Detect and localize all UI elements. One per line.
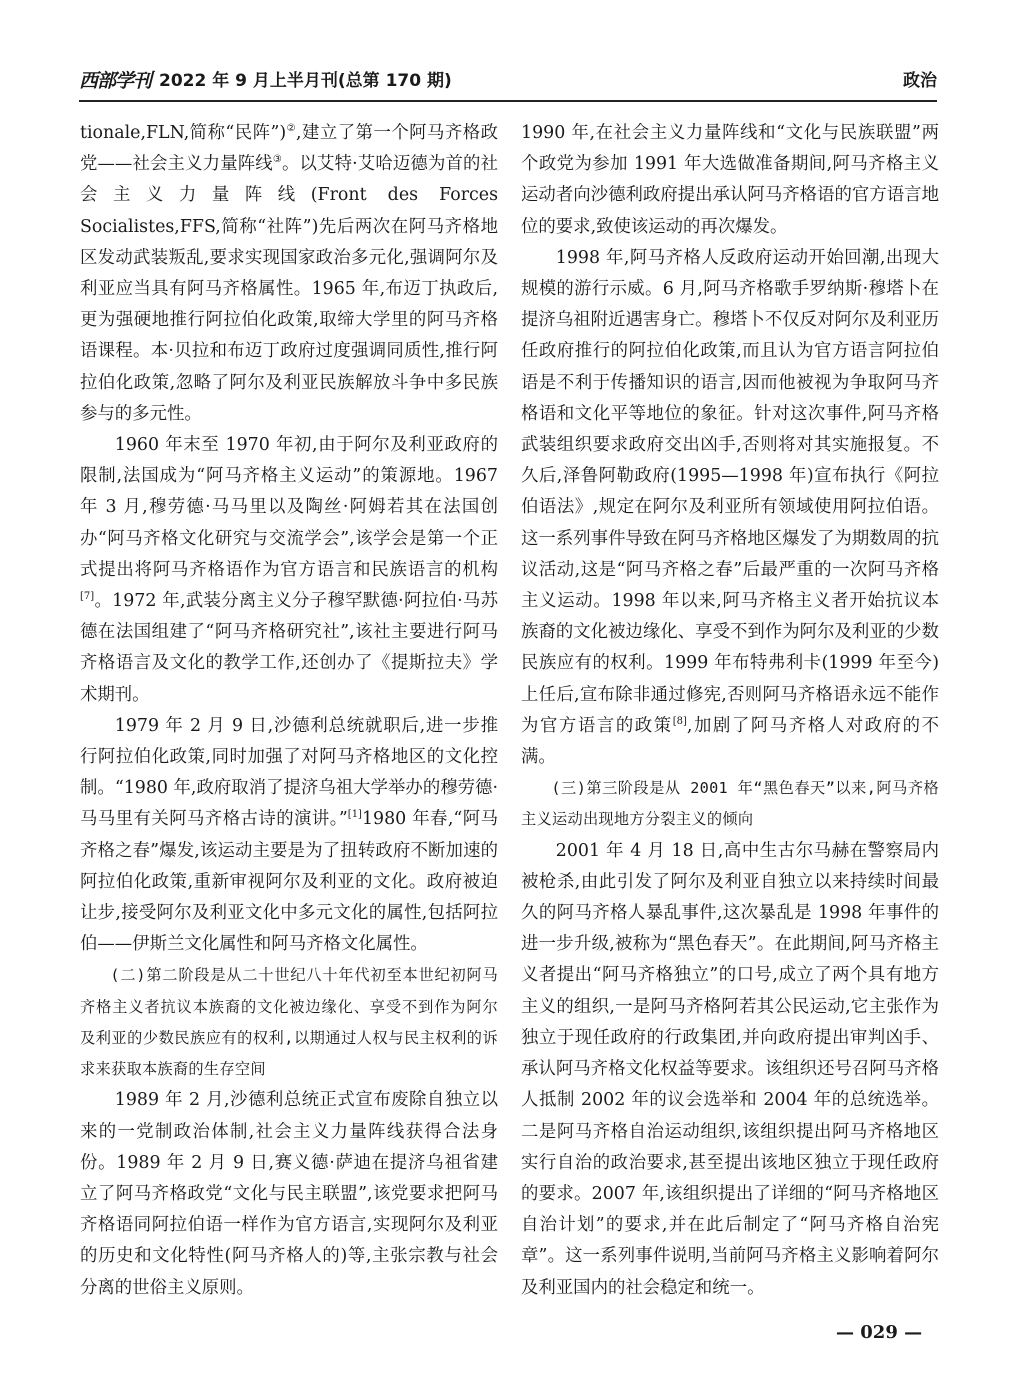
paragraph [521,243,939,773]
right-column [521,118,939,1304]
text-run: 。以艾特·艾哈迈德为首的社会主义力量阵线(Front des Forces Socialistes,FFS,简称“社阵”)先后两次在阿马齐格地区发动武装叛乱,要求实现国家政治多元化,强调阿尔及利亚应当具有阿马齐格属性。1965 年,布迈丁执政后,更为强硬地推行阿拉伯化政策,取缔大学里的阿马齐格语课程。本·贝拉和布迈丁政府过度强调同质性,推行阿拉伯化政策,忽略了阿尔及利亚民族解放斗争中多民族参与的多元性。 [80,154,498,424]
paragraph: 1989 年 2 月,沙德利总统正式宣布废除自独立以来的一党制政治体制,社会主义力量阵线获得合法身份。1989 年 2 月 9 日,赛义德·萨迪在提济乌祖省建立了阿马齐格政党“文化与民主联盟”,该党要求把阿马齐格语同阿拉伯语一样作为官方语言,实现阿尔及利亚的历史和文化特性(阿马齐格人的)等,主张宗教与社会分离的世俗主义原则。 [80,1090,498,1298]
paragraph: 1990 年,在社会主义力量阵线和“文化与民族联盟”两个政党为参加 1991 年大选做准备期间,阿马齐格主义运动者向沙德利政府提出承认阿马齐格语的官方语言地位的要求,致使该运动的再次爆发。 [521,123,939,237]
page-number: — 029 — [836,1322,923,1343]
paragraph [80,118,498,430]
subsection-heading: (二)第二阶段是从二十世纪八十年代初至本世纪初阿马齐格主义者抗议本族裔的文化被边缘化、享受不到作为阿尔及利亚的少数民族应有的权利,以期通过人权与民主权利的诉求来获取本族裔的生存空间 [80,966,498,1079]
issue-info: 2022 年 9 月上半月刊(总第 170 期) [159,71,452,91]
text-run: 1980 年春,“阿马齐格之春”爆发,该运动主要是为了扭转政府不断加速的阿拉伯化政策,重新审视阿尔及利亚的文化。政府被迫让步,接受阿尔及利亚文化中多元文化的属性,包括阿拉伯——伊斯兰文化属性和阿马齐格文化属性。 [80,809,498,955]
paragraph [80,430,498,711]
left-column [80,118,498,1304]
text-run: ,建立了第一个阿马齐格政党——社会主义力量阵线 [80,123,498,175]
paragraph: 2001 年 4 月 18 日,高中生古尔马赫在警察局内被枪杀,由此引发了阿尔及利亚自独立以来持续时间最久的阿马齐格人暴乱事件,这次暴乱是 1998 年事件的进一步升级,被称为“黑色春天”。在此期间,阿马齐格主义者提出“阿马齐格独立”的口号,成立了两个具有地方主义的组织,一是阿马齐格阿若其公民运动,它主张作为独立于现任政府的行政集团,并向政府提出审判凶手、承认阿马齐格文化权益等要求。该组织还号召阿马齐格人抵制 2002 年的议会选举和 2004 年的总统选举。二是阿马齐格自治运动组织,该组织提出阿马齐格地区实行自治的政治要求,甚至提出该地区独立于现任政府的要求。2007 年,该组织提出了详细的“阿马齐格地区自治计划”的要求,并在此后制定了“阿马齐格自治宪章”。这一系列事件说明,当前阿马齐格主义影响着阿尔及利亚国内的社会稳定和统一。 [521,840,939,1298]
text-run: 1979 年 2 月 9 日,沙德利总统就职后,进一步推行阿拉伯化政策,同时加强了对阿马齐格地区的文化控制。“1980 年,政府取消了提济乌祖大学举办的穆劳德·马马里有关阿马齐格古诗的演讲。” [80,715,498,830]
text-run: ,加剧了阿马齐格人对政府的不满。 [521,715,939,768]
section-label: 政治 [903,71,937,91]
paragraph [80,711,498,961]
citation-marker: [8] [672,716,687,728]
text-run: tionale,FLN,简称“民阵”) [80,123,287,143]
journal-logo: 西部学刊 [79,70,152,92]
text-run: 1998 年,阿马齐格人反政府运动开始回潮,出现大规模的游行示威。6 月,阿马齐格歌手罗纳斯·穆塔卜在提济乌祖附近遇害身亡。穆塔卜不仅反对阿尔及利亚历任政府推行的阿拉伯化政策,而且认为官方语言阿拉伯语是不利于传播知识的语言,因而他被视为争取阿马齐格语和文化平等地位的象征。针对这次事件,阿马齐格武装组织要求政府交出凶手,否则将对其实施报复。不久后,泽鲁阿勒政府(1995—1998 年)宣布执行《阿拉伯语法》,规定在阿尔及利亚所有领域使用阿拉伯语。这一系列事件导致在阿马齐格地区爆发了为期数周的抗议活动,这是“阿马齐格之春”后最严重的一次阿马齐格主义运动。1998 年以来,阿马齐格主义者开始抗议本族裔的文化被边缘化、享受不到作为阿尔及利亚的少数民族应有的权利。1999 年布特弗利卡(1999 年至今)上任后,宣布除非通过修宪,否则阿马齐格语永远不能作为官方语言的政策 [521,247,939,736]
page-header [79,66,937,96]
citation-marker: [1] [347,809,362,821]
subsection-heading: (三)第三阶段是从 2001 年“黑色春天”以来,阿马齐格主义运动出现地方分裂主义的倾向 [521,779,939,829]
citation-marker: [7] [80,591,95,603]
text-run: 。1972 年,武装分离主义分子穆罕默德·阿拉伯·马苏德在法国组建了“阿马齐格研究社”,该社主要进行阿马齐格语言及文化的教学工作,还创办了《提斯拉夫》学术期刊。 [80,591,498,705]
header-rule [79,100,937,102]
footnote-marker: ③ [272,154,282,166]
text-run: 1960 年末至 1970 年初,由于阿尔及利亚政府的限制,法国成为“阿马齐格主义运动”的策源地。1967 年 3 月,穆劳德·马马里以及陶丝·阿姆若其在法国创办“阿马齐格文化研究与交流学会”,该学会是第一个正式提出将阿马齐格语作为官方语言和民族语言的机构 [80,435,498,580]
footnote-marker: ② [286,123,297,135]
